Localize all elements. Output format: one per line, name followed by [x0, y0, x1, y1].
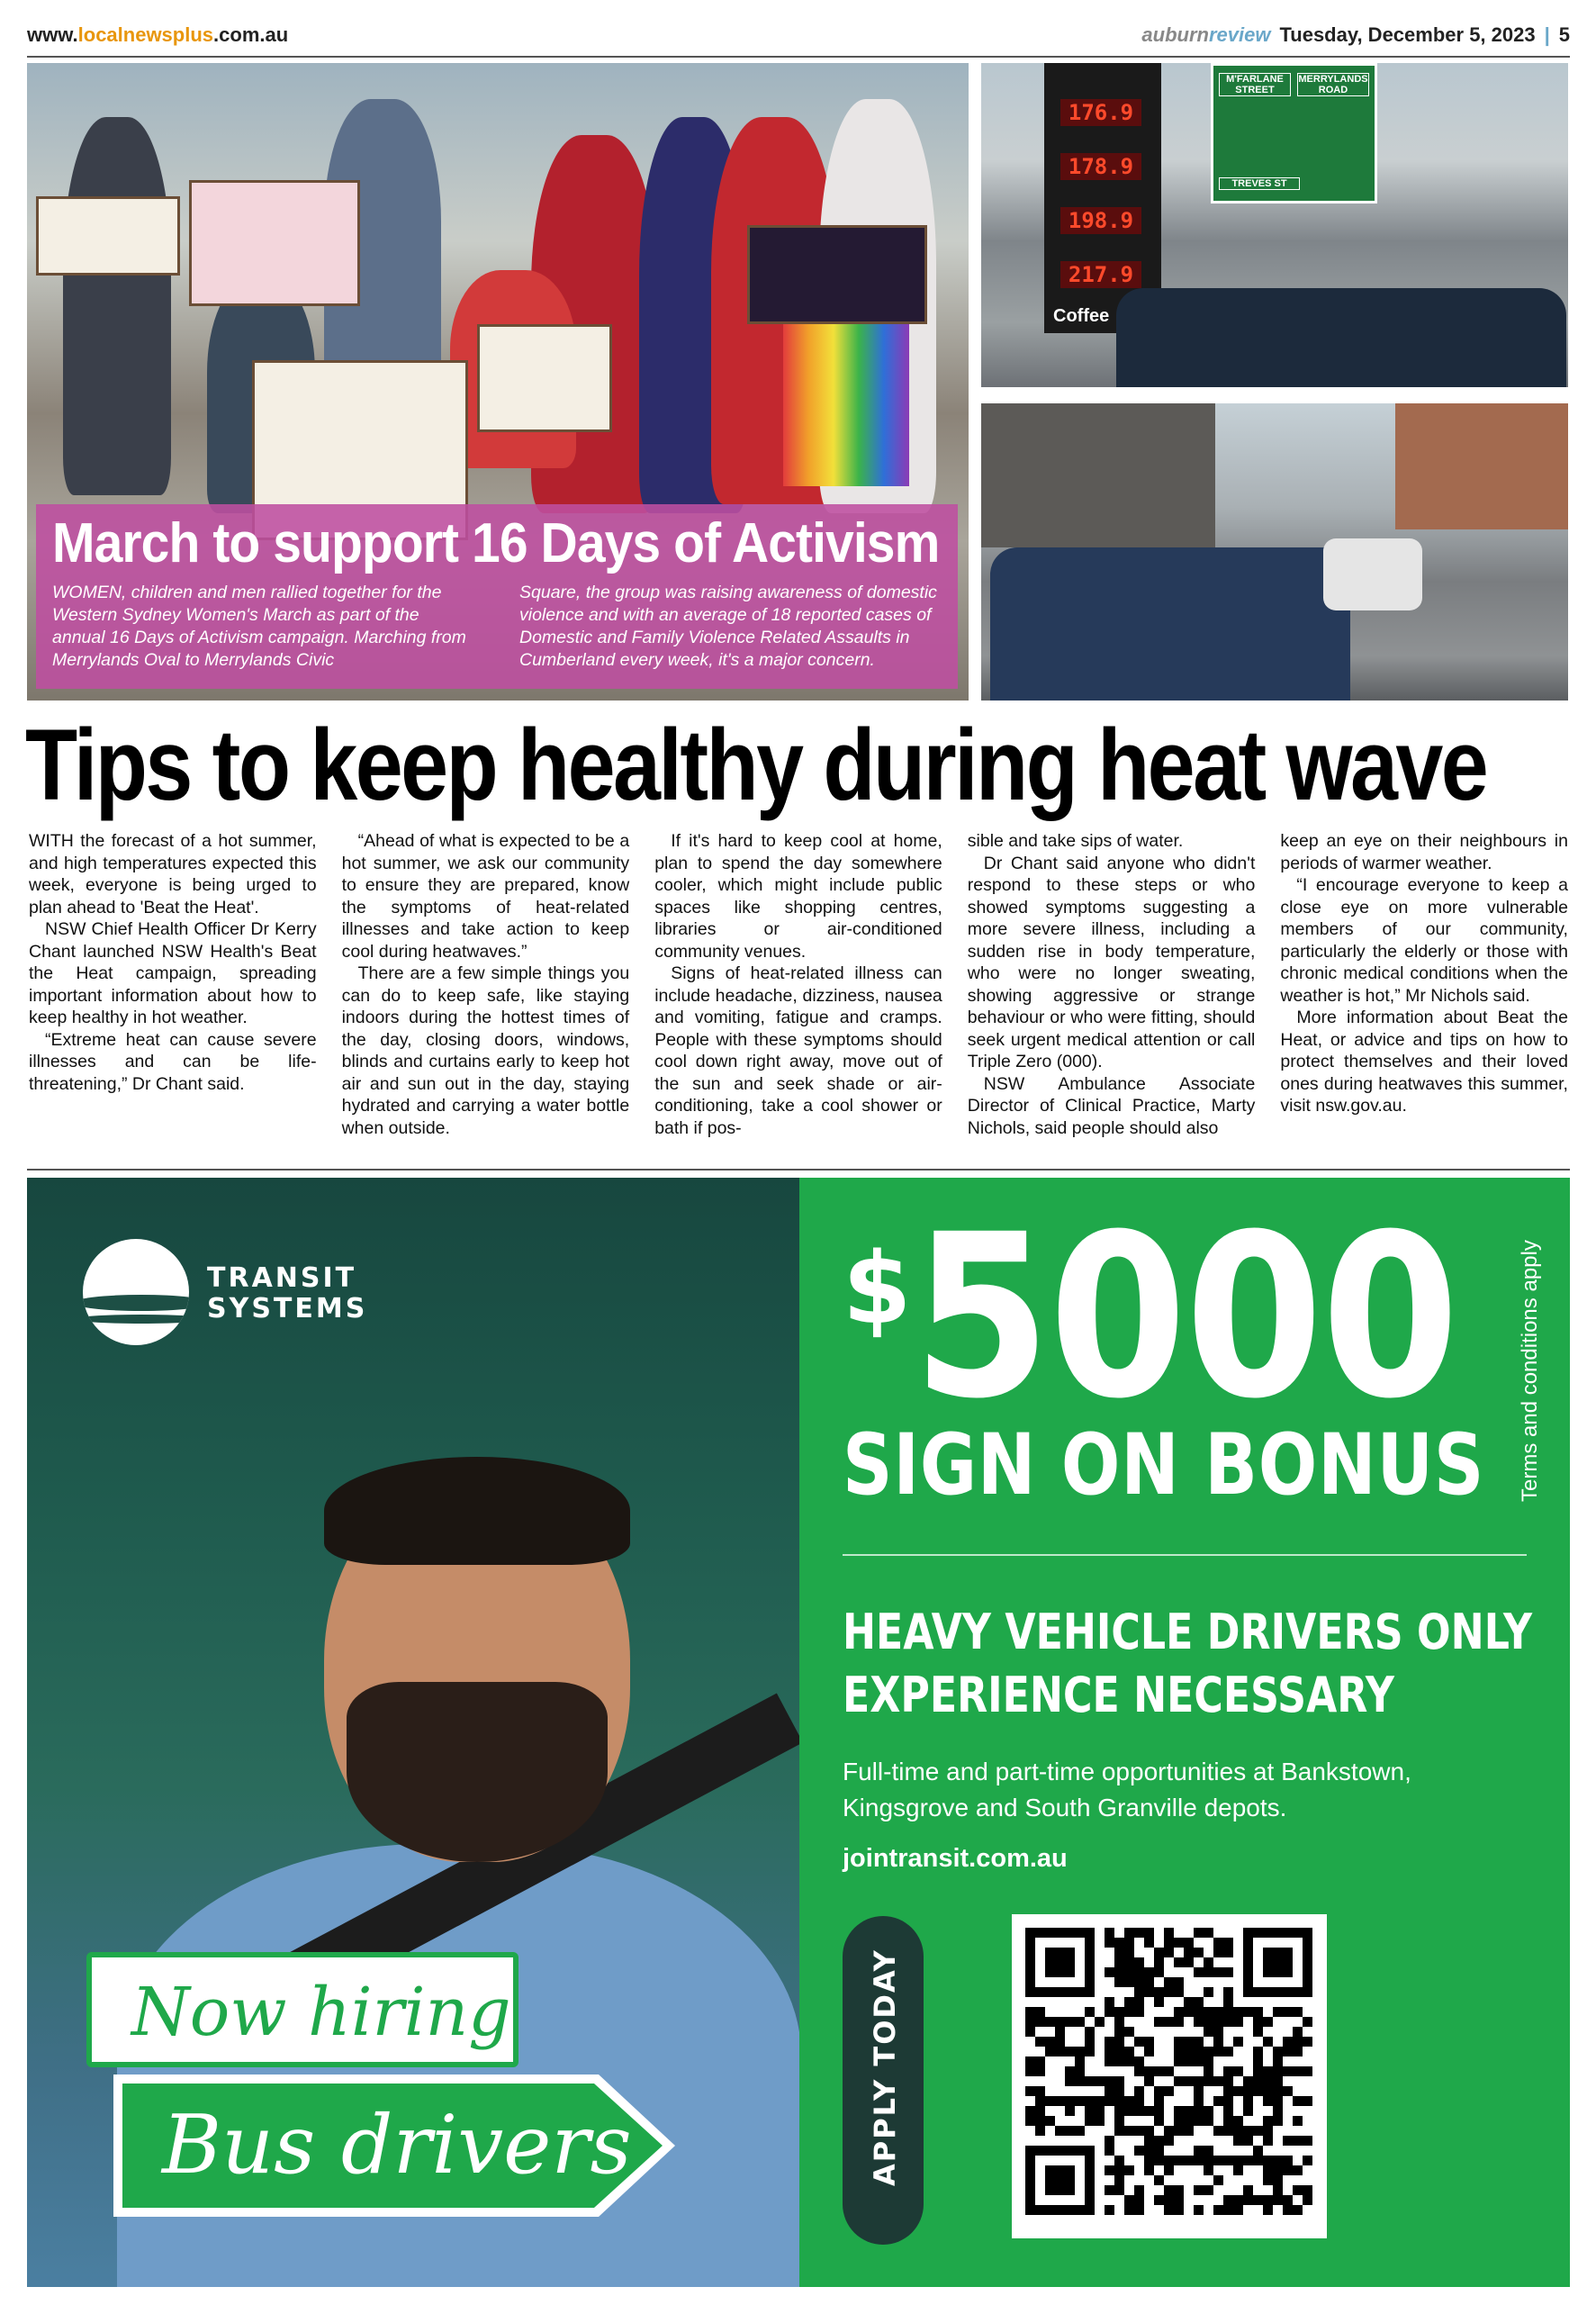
road-sign-label: M'FARLANE STREET: [1219, 73, 1291, 96]
article-paragraph: NSW Ambulance Associate Director of Clinical Practice, Marty Nichols, said people should also: [967, 1073, 1256, 1138]
article-paragraph: If it's hard to keep cool at home, plan to spend the day somewhere cooler, which might include public spaces like shopping centres, libraries or air-conditioned community venues.: [654, 831, 942, 962]
building-awning: [981, 403, 1215, 547]
advert-divider: [843, 1554, 1527, 1556]
white-car: [1323, 538, 1422, 610]
article-paragraph: “Ahead of what is expected to be a hot summer, we ask our community to ensure they are prepared, know the symptoms of heat-related illnesses and take action to keep cool during heatwaves.”: [341, 831, 630, 962]
header-separator: |: [1544, 23, 1550, 46]
article-paragraph: “Extreme heat can cause severe illnesses and can be life-threatening,” Dr Chant said.: [29, 1029, 317, 1094]
header-rule: [27, 56, 1570, 58]
article-paragraph: NSW Chief Health Officer Dr Kerry Chant launched NSW Health's Beat the Heat campaign, spreading important information about how to keep healthy in hot weather.: [29, 919, 317, 1027]
police-officers: [990, 547, 1350, 701]
brand-part-b: review: [1208, 23, 1271, 46]
article-paragraph: There are a few simple things you can do to keep safe, like staying indoors during the hottest times of the day, closing doors, windows, blinds and curtains early to keep hot air and sun out in the day, staying hydrated and carrying a water bottle when outside.: [341, 963, 630, 1138]
road-sign-label: TREVES ST: [1219, 177, 1300, 190]
caption-title: March to support 16 Days of Activism: [52, 512, 940, 574]
police-escort-photo: [981, 403, 1568, 701]
logo-wave: [83, 1295, 189, 1311]
fuel-price: 198.9: [1060, 207, 1141, 234]
fuel-price: 178.9: [1060, 153, 1141, 180]
article-paragraph: sible and take sips of water.: [967, 831, 1184, 851]
placard: [189, 180, 360, 306]
road-direction-sign: [1211, 63, 1377, 203]
advert-offer-panel: [799, 1178, 1570, 2287]
fuel-price: 217.9: [1060, 261, 1141, 288]
marcher-figure: [63, 117, 171, 495]
article-paragraph: WITH the forecast of a hot summer, and high temperatures expected this week, everyone is being urged to plan ahead to 'Beat the Heat'.: [29, 831, 317, 917]
sign-on-bonus: SIGN ON BONUS: [843, 1416, 1485, 1514]
crowd-shape: [1116, 288, 1566, 387]
apply-today-button[interactable]: [843, 1916, 924, 2245]
brick-building: [1395, 403, 1568, 529]
article-body: [29, 830, 1568, 1139]
placard: [747, 225, 927, 324]
article-column-1: [29, 830, 317, 1139]
caption-col-1: WOMEN, children and men rallied together for the Western Sydney Women's March as part of the annual 16 Days of Activism campaign. Marching from Merrylands Oval to Merrylands Civic: [52, 583, 466, 670]
article-column-4: [968, 830, 1256, 1139]
publication-brand: [1141, 23, 1270, 47]
fuel-price: 176.9: [1060, 99, 1141, 126]
url-suffix: .com.au: [213, 23, 289, 46]
rainbow-skirt: [783, 324, 909, 486]
terms-text: Terms and conditions apply: [1518, 1240, 1542, 1502]
article-paragraph: Signs of heat-related illness can include headache, dizziness, nausea and vomiting, fatigue and cramps. People with these symptoms should cool down right away, move out of the sun and seek shade or air-conditioning, take a cool shower or bath if pos-: [654, 963, 942, 1138]
bonus-number: 5000: [913, 1186, 1458, 1448]
logo-text: TRANSIT: [207, 1262, 357, 1294]
coffee-sign: Coffee: [1053, 306, 1110, 326]
now-hiring-badge: [86, 1952, 518, 2067]
apply-today-label: APPLY TODAY: [868, 1948, 902, 2186]
caption-body: [52, 582, 943, 672]
driver-hair: [324, 1457, 630, 1565]
page-number: 5: [1558, 23, 1570, 46]
page-header: [27, 20, 1570, 56]
dollar-sign: $: [843, 1231, 912, 1346]
article-headline: Tips to keep healthy during heat wave: [25, 709, 1487, 821]
driver-beard: [347, 1682, 608, 1862]
article-column-2: [342, 830, 630, 1139]
article-paragraph: More information about Beat the Heat, or advice and tips on how to protect themselves and their loved ones during heatwaves this summer, visit nsw.gov.au.: [1280, 1008, 1568, 1116]
join-url-link[interactable]: jointransit.com.au: [843, 1844, 1068, 1873]
qr-code-pattern: [1012, 1914, 1327, 2238]
now-hiring-text: Now hiring: [131, 1974, 511, 2051]
transit-systems-name: [207, 1263, 367, 1324]
issue-date: Tuesday, December 5, 2023: [1279, 23, 1536, 46]
article-column-3: [654, 830, 942, 1139]
requirement-line: HEAVY VEHICLE DRIVERS ONLY: [843, 1604, 1533, 1660]
bus-drivers-arrow: [108, 2069, 684, 2222]
march-street-photo: [981, 63, 1568, 387]
transit-systems-logo-icon: [83, 1239, 189, 1345]
bus-drivers-text: Bus drivers: [162, 2098, 632, 2192]
article-paragraph: keep an eye on their neighbours in periods of warmer weather.: [1280, 831, 1568, 873]
placard: [477, 324, 612, 432]
url-prefix: www.: [27, 23, 78, 46]
article-paragraph: Dr Chant said anyone who didn't respond to these steps or who showed symptoms suggesting a more severe illness, including a sudden rise in body temperature, who were no longer sweating, showing aggressive or strange behaviour or who were fitting, should seek urgent medical attention or call Triple Zero (000).: [967, 853, 1256, 1071]
photo-caption: [36, 504, 958, 689]
article-column-5: [1280, 830, 1568, 1139]
womens-march-photo: [27, 63, 969, 701]
transit-systems-advert: [27, 1178, 1570, 2287]
advert-photo-panel: [27, 1178, 799, 2287]
terms-note: [1518, 1232, 1554, 1502]
site-url[interactable]: [27, 23, 288, 47]
requirements: [843, 1601, 1532, 1727]
opportunities-text: Full-time and part-time opportunities at Bankstown, Kingsgrove and South Granville depots.: [843, 1758, 1411, 1821]
logo-wave: [83, 1315, 189, 1324]
url-accent: localnewsplus: [77, 23, 214, 46]
article-paragraph: “I encourage everyone to keep a close eye on more vulnerable members of our community, particularly the elderly or those with chronic medical conditions when the weather is hot,” Mr Nichols said.: [1280, 875, 1568, 1006]
qr-code-icon[interactable]: [1012, 1914, 1327, 2238]
road-sign-label: MERRYLANDS ROAD: [1298, 74, 1368, 95]
logo-text: SYSTEMS: [207, 1293, 368, 1324]
brand-part-a: auburn: [1141, 23, 1209, 46]
caption-col-2: Square, the group was raising awareness of domestic violence and with an average of 18 reported cases of Domestic and Family Violence Related Assaults in Cumberland every week, it's a major concern.: [519, 583, 937, 670]
section-rule: [27, 1169, 1570, 1171]
requirement-line: EXPERIENCE NECESSARY: [843, 1667, 1394, 1723]
placard: [36, 196, 180, 276]
masthead-info: [1141, 23, 1570, 47]
